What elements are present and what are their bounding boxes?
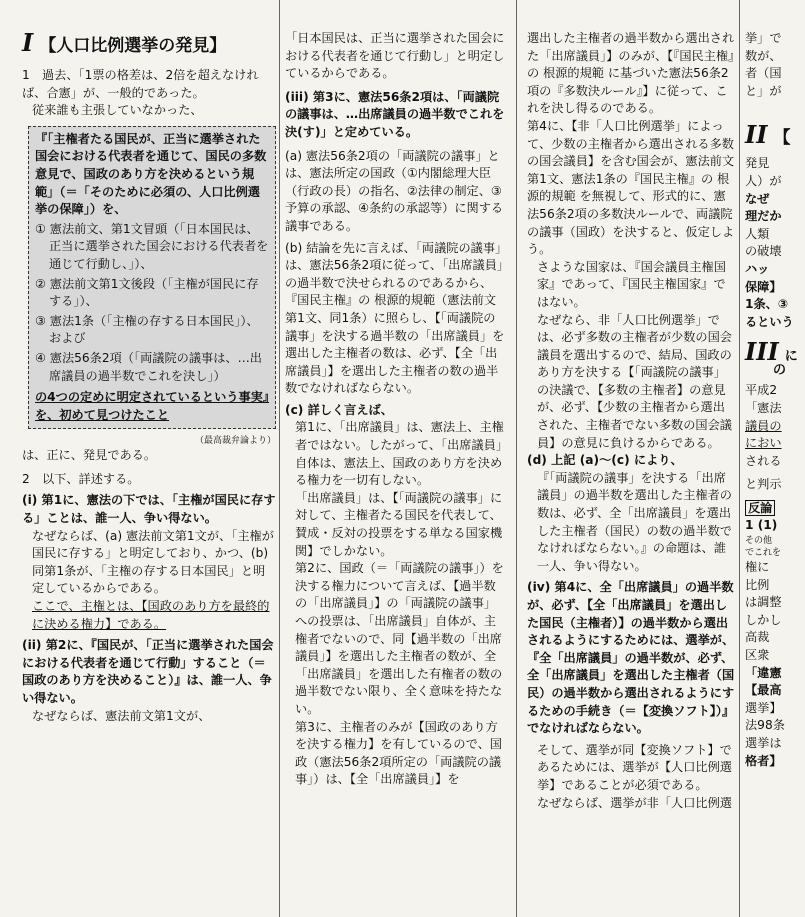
paragraph: さような国家は、『国会議員主権国家』であって、『国民主権国家』ではない。: [537, 259, 726, 309]
edge-line: でこれを: [745, 548, 782, 559]
edge-line: 区衆: [745, 648, 770, 663]
section-title: 【: [773, 128, 791, 149]
quote-item: ② 憲法前文第1文後段（「主権が国民に存する」）、: [35, 276, 259, 309]
edge-line: 議員の: [745, 418, 782, 433]
paragraph: なぜならば、選挙が非「人口比例選: [537, 795, 732, 810]
edge-line: される: [745, 453, 782, 468]
paragraph: (c) 詳しく言えば、: [285, 402, 393, 417]
paragraph: 従来誰も主張していなかった、: [32, 103, 203, 118]
paragraph: ここで、主権とは、【国政のあり方を最終的に決める権力】である。: [32, 599, 270, 631]
quote-intro: 『「主権者たる国民が、正当に選挙された国会における代表者を通じて、国民の多数意見で、国政のあり方を決めるという規範」（＝「そのために必須の、人口比例選挙の保障」）を、: [35, 131, 267, 217]
column-divider: [739, 0, 740, 917]
edge-line: なぜ: [745, 191, 770, 206]
paragraph: 2 以下、詳述する。: [22, 471, 140, 486]
paragraph: (a) 憲法56条2項の「両議院の議事」とは、憲法所定の国政（①内閣総理大臣（行政の長）の指名、②法律の制定、③予算の承認、④条約の承認等）に関する議事である。: [285, 148, 504, 233]
edge-line: 「違憲: [745, 665, 782, 680]
paragraph: は、正に、発見である。: [22, 448, 157, 463]
column-2: [285, 0, 507, 789]
section-heading-2: [745, 122, 805, 151]
section-numeral: III: [745, 337, 779, 367]
edge-line: と」が: [745, 83, 782, 98]
paragraph: 1 過去、「1票の格差は、2倍を超えなければ、合憲」が、一般的であった。: [22, 68, 259, 100]
edge-line: 「憲法: [745, 400, 782, 415]
paragraph: なぜならば、憲法前文第1文が、: [32, 708, 211, 723]
quote-item: ④ 憲法56条2項（「両議院の議事は、…出席議員の過半数でこれを決し」）: [35, 350, 262, 383]
point-heading: (iii) 第3に、憲法56条2項は、「両議院の議事は、…出席議員の過半数でこれを決(す)」と定めている。: [285, 89, 505, 139]
edge-line: 1 (1): [745, 518, 778, 533]
quote-outro: の4つの定めに明定されているという事実』を、初めて見つけたこと: [35, 390, 269, 422]
edge-line: 【最高: [745, 683, 782, 698]
edge-line: 権に: [745, 560, 770, 575]
source-credit: （最高裁弁論より）: [194, 436, 276, 447]
edge-line: 人類: [745, 226, 770, 241]
point-heading: (iv) 第4に、全「出席議員」の過半数が、必ず、【全「出席議員」を選出した国民（主権者）】の過半数から選出されるようにするためには、選挙が、『全「出席議員」の過半数が、必ず、全「出席議員」を選出した主権者（国民）の過半数から選出されるようにするための手続き（＝【変換ソフト】）』でなければならない。: [527, 580, 735, 736]
paragraph: 第2に、国政（＝「両議院の議事」）を決する権力について言えば、【過半数の「出席議員」】の「両議院の議事」への投票は、「出席議員」自体が、主権者でないので、同【過半数の「出席議員」】を選出した主権者の数が、全「出席議員」を選出した有権者の数の過半数でない限り、全く意味を持たない。: [295, 561, 504, 716]
paragraph: 第4に、【非「人口比例選挙」によって、少数の主権者から選出される多数の国会議員】を含む国会が、憲法前文第1文、憲法1条の『国民主権』の 根源的規範 を無視して、形式的に、憲法56条2項の多数決ルールで、両議院の議事（国政）を決すると、仮定しよう。: [527, 118, 735, 257]
column-1: [22, 0, 276, 725]
edge-line: 格者】: [745, 753, 782, 768]
edge-line: 1条、③: [745, 297, 789, 312]
edge-line: 人）が: [745, 173, 782, 188]
edge-lines: [745, 30, 805, 100]
edge-line: は調整: [745, 595, 782, 610]
edge-line: と判示: [745, 477, 782, 492]
quote-item: ③ 憲法1条（「主権の存する日本国民」）、および: [35, 313, 259, 346]
paragraph: 第3に、主権者のみが【国政のあり方を決する権力】を有しているので、国政（憲法56条2項所定の「両議院の議事」）は、【全「出席議員」】を: [295, 719, 502, 787]
edge-line: しかし: [745, 612, 782, 627]
edge-line: 挙」で: [745, 31, 782, 45]
section-numeral: I: [22, 28, 34, 57]
column-divider: [279, 0, 280, 917]
edge-line: 選挙】: [745, 700, 782, 715]
edge-line: ハッ: [745, 261, 770, 276]
paragraph: 『「両議院の議事」を決する「出席議員」の過半数を選出した主権者の数は、必ず、全「出席議員」を選出した主権者（国民）の数の過半数でなければならない。』の命題は、誰一人、争い得ない。: [537, 470, 732, 573]
paragraph: 選出した主権者の過半数から選出された「出席議員」】のみが、【『国民主権』の 根源的規範 に基づいた憲法56条2項の『多数決ルール』】に従って、これを決し得るのである。: [527, 31, 735, 116]
section-heading-1: [22, 30, 276, 59]
section-title: の: [773, 363, 787, 379]
paragraph: (d) 上記 (a)～(c) により、: [527, 453, 683, 468]
paragraph: 「出席議員」は、【「両議院の議事」に対して、主権者たる国民を代表して、賛成・反対の投票をする単なる国家機関】でしかない。: [295, 490, 503, 558]
edge-line: におい: [745, 436, 782, 451]
edge-line: 選挙は: [745, 736, 782, 750]
column-divider: [516, 0, 517, 917]
quote-item: ① 憲法前文、第1文冒頭（「日本国民は、正当に選挙された国会における代表者を通じて行動し、」）、: [35, 221, 269, 271]
paragraph: (b) 結論を先に言えば、「両議院の議事」は、憲法56条2項に従って、「出席議員」の過半数で決せられるのであるから、『国民主権』の 根源的規範（憲法前文第1文、同1条）に照らし、【「両議院の議事」を決する過半数の「出席議員」を選出した主権者の数は、必ず、【全「出席議員」】を選出した主権者の数の過半数でなければならない。: [285, 240, 505, 396]
edge-lines: [745, 382, 805, 770]
edge-line: 法98条: [745, 718, 785, 733]
edge-line: 発見: [745, 156, 770, 171]
section-title: 【人口比例選挙の発見】: [39, 36, 227, 56]
edge-line: るという: [745, 314, 794, 329]
edge-line: の破壊: [745, 244, 782, 259]
section-numeral: II: [745, 120, 768, 150]
edge-line: 平成2: [745, 383, 778, 398]
edge-line: 高裁: [745, 630, 770, 645]
quote-box: [28, 126, 276, 430]
paragraph: 第1に、「出席議員」は、憲法上、主権者ではない。したがって、「出席議員」自体は、憲法上、国政のあり方を決める権力を一切有しない。: [295, 420, 504, 488]
column-3: [527, 0, 735, 812]
edge-line: 比例: [745, 577, 770, 592]
paragraph: そして、選挙が同【変換ソフト】であるためには、選挙が【人口比例選挙】であることが必須である。: [537, 742, 732, 792]
edge-lines: [745, 155, 805, 331]
edge-line: 反論: [745, 500, 775, 516]
paragraph: なぜならば、(a) 憲法前文第1文が、「主権が国民に存する」と明定しており、かつ、(b) 同第1条が、「主権の存する日本国民」と明定しているからである。: [32, 528, 274, 596]
point-heading: (i) 第1に、憲法の下では、「主権が国民に存する」ことは、誰一人、争い得ない。: [22, 493, 276, 526]
edge-line: 者（国: [745, 66, 782, 81]
point-heading: (ii) 第2に、『国民が、「正当に選挙された国会における代表者を通じて行動」すること（＝国政のあり方を決めること）』は、誰一人、争い得ない。: [22, 638, 274, 705]
paragraph: なぜなら、非「人口比例選挙」では、必ず多数の主権者が少数の国会議員を選出するので、結局、国政のあり方を決する【「両議院の議事」の決議で、【多数の主権者】の意見が、必ず、【少数の主権者から選出された、主権者でない多数の国会議員】の意見に負けるからである。: [537, 312, 732, 450]
edge-line: 理だか: [745, 209, 782, 224]
column-4-partial: [745, 0, 805, 770]
paragraph: 「日本国民は、正当に選挙された国会における代表者を通じて行動し」と明定しているからである。: [285, 31, 505, 81]
edge-line: 数が、: [745, 48, 782, 63]
section-title: に: [784, 349, 798, 365]
section-heading-3: [745, 337, 805, 379]
edge-line: 保障】: [745, 279, 782, 294]
edge-line: その他: [745, 536, 773, 547]
